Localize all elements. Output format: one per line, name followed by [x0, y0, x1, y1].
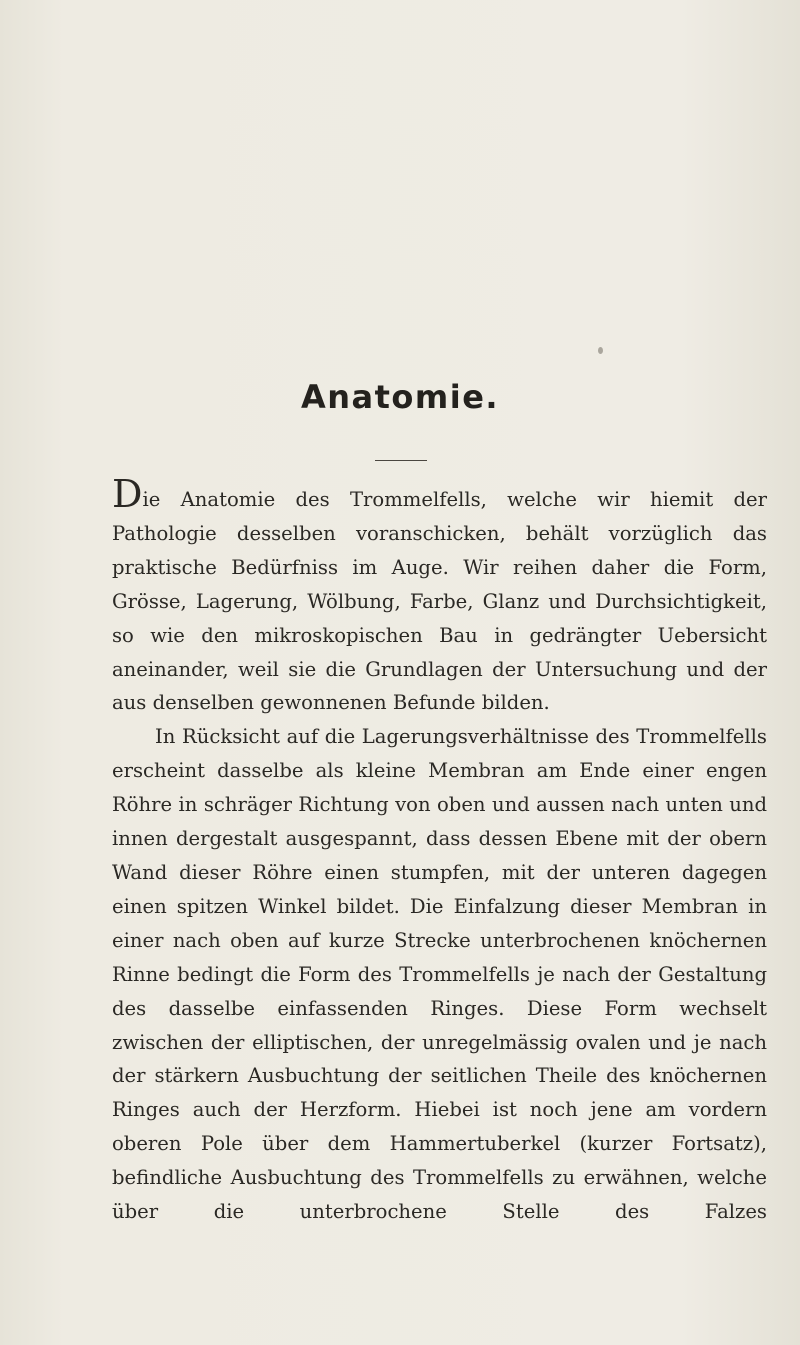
paragraph-2-text: In Rücksicht auf die Lagerungsverhältnisse des Trommelfells erscheint dasselbe als kleine Membran am Ende einer engen Röhre in schräger Richtung von oben und aussen nach unten und innen dergestalt ausgespannt, dass dessen Ebene mit der obern Wand dieser Röhre einen stumpfen, mit der unteren dagegen einen spitzen Winkel bildet. Die Einfalzung dieser Membran in einer nach oben auf kurze Strecke unterbrochenen knöchernen Rinne bedingt die Form des Trommelfells je nach der Gestaltung des dasselbe einfassenden Ringes. Diese Form wechselt zwischen der elliptischen, der unregelmässig ovalen und je nach der stärkern Ausbuchtung der seitlichen Theile des knöchernen Ringes auch der Herzform. Hiebei ist noch jene am vordern oberen Pole über dem Hammertuberkel (kurzer Fortsatz), befindliche Ausbuchtung des Trommelfells zu erwähnen, welche über die unterbrochene Stelle des Falzes	[112, 725, 767, 1224]
paper-spot	[598, 347, 603, 354]
heading-rule	[375, 460, 427, 461]
chapter-heading: Anatomie.	[300, 378, 500, 416]
drop-cap: D	[112, 472, 143, 516]
paragraph-2	[112, 720, 767, 1229]
paragraph-1-text: ie Anatomie des Trommelfells, welche wir hiemit der Pathologie desselben voranschicken, behält vorzüglich das praktische Bedürfniss im Auge. Wir reihen daher die Form, Grösse, Lagerung, Wölbung, Farbe, Glanz und Durchsichtigkeit, so wie den mikroskopischen Bau in gedrängter Uebersicht aneinander, weil sie die Grundlagen der Untersuchung und der aus denselben gewonnenen Befunde bilden.	[112, 488, 767, 715]
paragraph-1	[112, 472, 767, 720]
body-text	[112, 472, 767, 1229]
